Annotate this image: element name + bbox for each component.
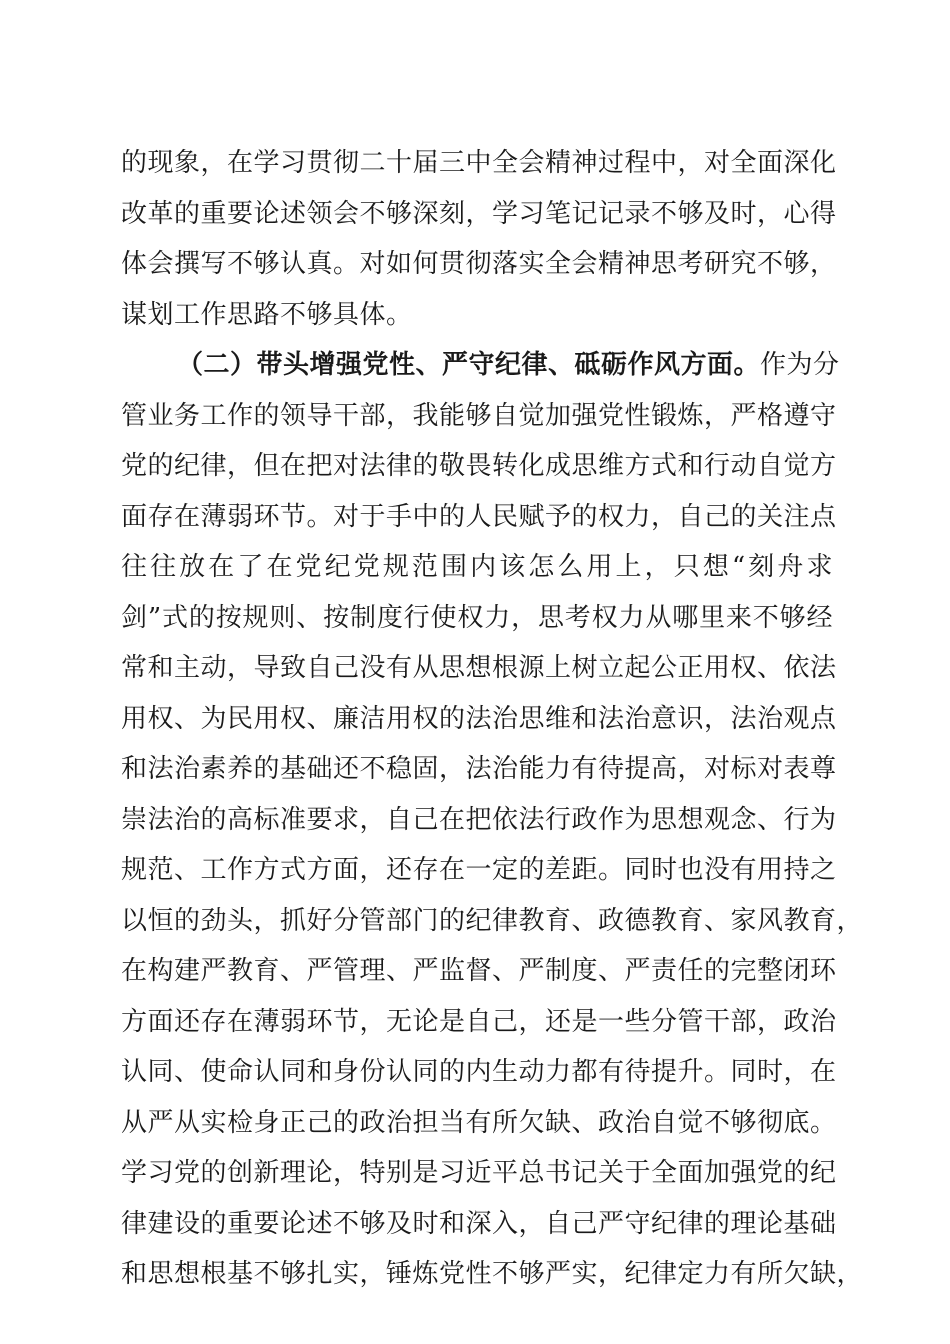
text-line: 用权、为民用权、廉洁用权的法治思维和法治意识，法治观点 (121, 703, 837, 734)
heading-line-rest: 作为分 (760, 350, 840, 380)
text-line: 从严从实检身正己的政治担当有所欠缺、政治自觉不够彻底。 (121, 1107, 837, 1138)
text-line: 在构建严教育、严管理、严监督、严制度、严责任的完整闭环 (121, 956, 837, 986)
text-line: 崇法治的高标准要求，自己在把依法行政作为思想观念、行为 (121, 804, 837, 835)
text-line: 常和主动，导致自己没有从思想根源上树立起公正用权、依法 (121, 653, 837, 683)
text-line: 认同、使命认同和身份认同的内生动力都有待提升。同时，在 (121, 1057, 837, 1087)
text-line: 和思想根基不够扎实，锤炼党性不够严实，纪律定力有所欠缺， (121, 1259, 864, 1289)
text-line: 谋划工作思路不够具体。 (121, 299, 413, 330)
text-line: 律建设的重要论述不够及时和深入，自己严守纪律的理论基础 (121, 1208, 837, 1239)
text-line: 改革的重要论述领会不够深刻，学习笔记记录不够及时，心得 (121, 198, 837, 229)
text-line: 面存在薄弱环节。对于手中的人民赋予的权力，自己的关注点 (121, 501, 837, 532)
text-line: 方面还存在薄弱环节，无论是自己，还是一些分管干部，政治 (121, 1006, 837, 1037)
text-line: 体会撰写不够认真。对如何贯彻落实全会精神思考研究不够， (121, 249, 837, 279)
document-body (121, 138, 864, 1300)
text-line: 剑”式的按规则、按制度行使权力，思考权力从哪里来不够经 (121, 602, 833, 633)
text-line: 往往放在了在党纪党规范围内该怎么用上，只想“刻舟求 (121, 552, 833, 582)
text-line: 规范、工作方式方面，还存在一定的差距。同时也没有用持之 (121, 855, 837, 885)
text-line: 管业务工作的领导干部，我能够自觉加强党性锻炼，严格遵守 (121, 400, 837, 431)
text-line: 的现象，在学习贯彻二十届三中全会精神过程中，对全面深化 (121, 148, 837, 178)
text-line: 学习党的创新理论，特别是习近平总书记关于全面加强党的纪 (121, 1158, 837, 1188)
section-heading: （二）带头增强党性、严守纪律、砥砺作风方面。 (177, 350, 761, 380)
text-line: 党的纪律，但在把对法律的敬畏转化成思维方式和行动自觉方 (121, 451, 837, 481)
text-line: 和法治素养的基础还不稳固，法治能力有待提高，对标对表尊 (121, 754, 837, 784)
text-line: 以恒的劲头，抓好分管部门的纪律教育、政德教育、家风教育， (121, 905, 864, 936)
section-heading-line (121, 340, 840, 391)
